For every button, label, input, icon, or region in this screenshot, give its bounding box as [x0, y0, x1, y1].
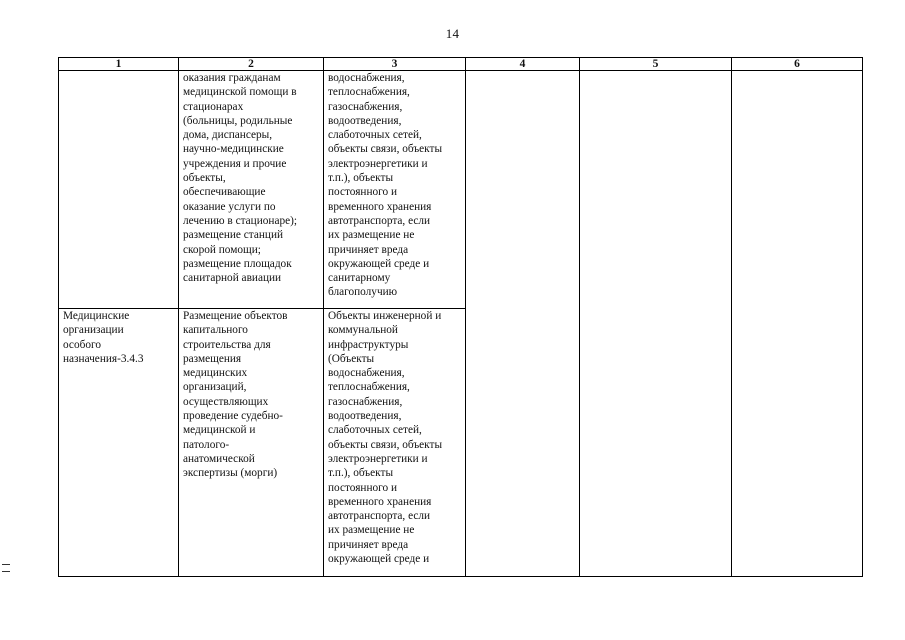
cell-text-line: постоянного и — [328, 186, 398, 199]
row1-col3 — [324, 71, 466, 309]
cell-text-line: капитального — [183, 324, 248, 337]
header-col-3: 3 — [324, 58, 466, 71]
table-row — [59, 71, 863, 309]
cell-text-line: временного хранения — [328, 200, 432, 213]
cell-text-line: коммунальной — [328, 324, 398, 337]
col6-cell — [732, 71, 863, 577]
cell-text-line: их размещение не — [328, 524, 415, 537]
cell-text-line: т.п.), объекты — [328, 172, 394, 185]
cell-text-line: теплоснабжения, — [328, 381, 410, 394]
cell-text-line: водоснабжения, — [328, 367, 405, 380]
cell-text-line: медицинской и — [183, 424, 256, 437]
header-row — [59, 58, 863, 71]
cell-text-line: водоотведения, — [328, 114, 402, 127]
cell-text-line: научно-медицинские — [183, 143, 284, 156]
header-col-6: 6 — [732, 58, 863, 71]
cell-text-line: электроэнергетики и — [328, 157, 428, 170]
cell-text-line: особого — [63, 338, 101, 351]
cell-text-line: электроэнергетики и — [328, 452, 428, 465]
cell-text-line: слаботочных сетей, — [328, 129, 422, 142]
header-col-2: 2 — [179, 58, 324, 71]
cell-text-line: скорой помощи; — [183, 243, 261, 256]
cell-text-line: медицинской помощи в — [183, 86, 297, 99]
regulation-table — [58, 57, 863, 577]
cell-text-line: осуществляющих — [183, 395, 269, 408]
margin-mark — [2, 564, 10, 572]
cell-text-line: автотранспорта, если — [328, 510, 431, 523]
header-col-1: 1 — [59, 58, 179, 71]
cell-text-line: дома, диспансеры, — [183, 129, 273, 142]
cell-text-line: Медицинские — [63, 310, 130, 322]
cell-text-line: причиняет вреда — [328, 538, 409, 551]
page-number: 14 — [445, 26, 460, 41]
cell-text-line: санитарному — [328, 272, 391, 285]
cell-text-line: размещение станций — [183, 229, 284, 242]
cell-text-line: (больницы, родильные — [183, 114, 293, 127]
cell-text-line: водоотведения, — [328, 410, 402, 423]
row1-col2 — [179, 71, 324, 309]
cell-text-line: инфраструктуры — [328, 338, 409, 351]
header-col-4: 4 — [466, 58, 580, 71]
cell-text-line: слаботочных сетей, — [328, 424, 422, 437]
cell-text-line: экспертизы (морги) — [183, 467, 278, 480]
cell-text-line: окружающей среде и — [328, 553, 430, 566]
cell-text-line: газоснабжения, — [328, 395, 403, 408]
col4-cell — [466, 71, 580, 577]
cell-text-line: лечению в стационаре); — [183, 214, 298, 227]
cell-text-line: постоянного и — [328, 481, 398, 494]
cell-text-line: санитарной авиации — [183, 272, 282, 285]
row2-col3 — [324, 309, 466, 577]
cell-text-line: их размещение не — [328, 229, 415, 242]
cell-text-line: учреждения и прочие — [183, 157, 287, 170]
cell-text-line: временного хранения — [328, 495, 432, 508]
cell-text-line: водоснабжения, — [328, 72, 405, 84]
cell-text-line: автотранспорта, если — [328, 214, 431, 227]
cell-text-line: теплоснабжения, — [328, 86, 410, 99]
cell-text-line: проведение судебно- — [183, 410, 283, 423]
cell-text-line: Размещение объектов — [183, 310, 288, 322]
header-col-5: 5 — [580, 58, 732, 71]
cell-text-line: обеспечивающие — [183, 186, 266, 199]
cell-text-line: благополучию — [328, 286, 398, 299]
row2-col2 — [179, 309, 324, 577]
row2-col1 — [59, 309, 179, 577]
row1-col1 — [59, 71, 179, 309]
cell-text-line: газоснабжения, — [328, 100, 403, 113]
cell-text-line: оказания гражданам — [183, 72, 281, 84]
cell-text-line: объекты связи, объекты — [328, 438, 443, 451]
cell-text-line: строительства для — [183, 338, 271, 351]
cell-text-line: медицинских — [183, 367, 248, 380]
cell-text-line: объекты, — [183, 172, 226, 185]
cell-text-line: окружающей среде и — [328, 257, 430, 270]
cell-text-line: объекты связи, объекты — [328, 143, 443, 156]
cell-text-line: организации — [63, 324, 124, 337]
cell-text-line: оказание услуги по — [183, 200, 276, 213]
cell-text-line: причиняет вреда — [328, 243, 409, 256]
cell-text-line: патолого- — [183, 438, 230, 451]
cell-text-line: (Объекты — [328, 352, 375, 365]
cell-text-line: т.п.), объекты — [328, 467, 394, 480]
cell-text-line: размещение площадок — [183, 257, 292, 270]
cell-text-line: анатомической — [183, 452, 255, 465]
cell-text-line: стационарах — [183, 100, 244, 113]
col5-cell — [580, 71, 732, 577]
cell-text-line: размещения — [183, 352, 242, 365]
cell-text-line: Объекты инженерной и — [328, 310, 442, 322]
cell-text-line: организаций, — [183, 381, 247, 394]
cell-text-line: назначения-3.4.3 — [63, 352, 144, 365]
